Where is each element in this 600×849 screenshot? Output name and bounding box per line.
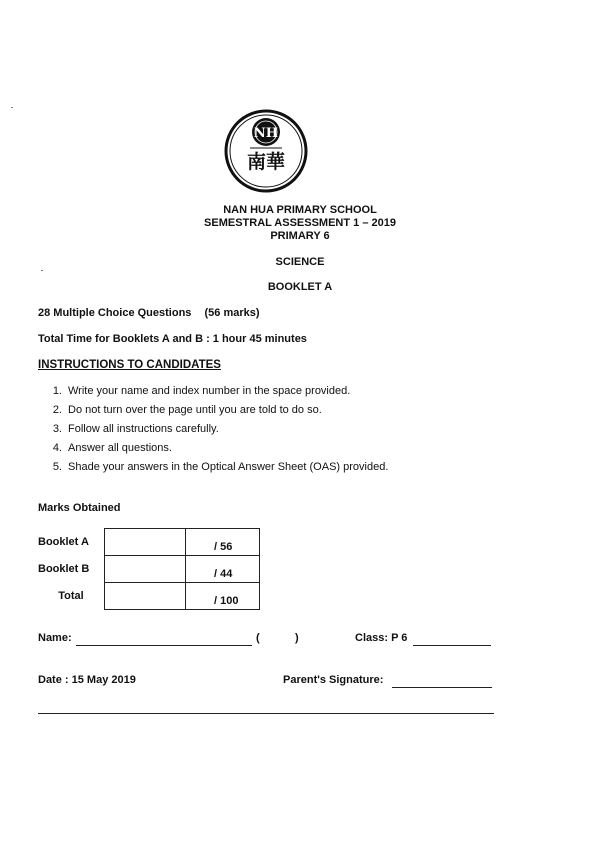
marks-title: Marks Obtained [38, 502, 121, 514]
row-label: Booklet B [38, 563, 90, 575]
school-logo [223, 108, 309, 194]
instruction-item: 5. Shade your answers in the Optical Answer Sheet (OAS) provided. [52, 461, 389, 473]
name-field[interactable] [76, 645, 252, 646]
logo-letters: NH [253, 126, 279, 141]
instruction-item: 1. Write your name and index number in the space provided. [52, 385, 351, 397]
index-paren-close: ) [295, 632, 299, 644]
instructions-title: INSTRUCTIONS TO CANDIDATES [38, 359, 221, 371]
school-name: NAN HUA PRIMARY SCHOOL [223, 204, 377, 216]
question-count [38, 307, 260, 319]
assessment-title: SEMESTRAL ASSESSMENT 1 – 2019 [204, 217, 396, 229]
marks-table [38, 528, 260, 610]
signature-label: Parent's Signature: [283, 674, 384, 686]
table-row [38, 556, 260, 583]
logo-characters: 南華 [246, 151, 286, 173]
score-box[interactable] [105, 583, 186, 610]
signature-field[interactable] [392, 687, 492, 688]
row-label: Booklet A [38, 536, 89, 548]
table-row [38, 583, 260, 610]
score-box[interactable] [105, 529, 186, 556]
class-label: Class: P 6 [355, 632, 408, 644]
instruction-item: 3. Follow all instructions carefully. [52, 423, 219, 435]
scan-speck [41, 270, 43, 271]
questions-text: 28 Multiple Choice Questions [38, 307, 192, 319]
out-of: / 44 [186, 556, 260, 583]
table-row [38, 529, 260, 556]
score-box[interactable] [105, 556, 186, 583]
total-time: Total Time for Booklets A and B : 1 hour 45 minutes [38, 333, 307, 345]
out-of: / 100 [186, 583, 260, 610]
date-text: Date : 15 May 2019 [38, 674, 136, 686]
level: PRIMARY 6 [270, 230, 330, 242]
divider-line [38, 713, 494, 714]
instruction-item: 2. Do not turn over the page until you are told to do so. [52, 404, 322, 416]
name-label: Name: [38, 632, 72, 644]
booklet-label: BOOKLET A [267, 281, 333, 293]
index-number-field[interactable] [266, 632, 294, 646]
instructions-list [40, 385, 560, 485]
instruction-item: 4. Answer all questions. [52, 442, 172, 454]
scan-speck [11, 107, 13, 108]
out-of: / 56 [186, 529, 260, 556]
class-field[interactable] [413, 645, 491, 646]
index-paren-open: ( [256, 632, 260, 644]
marks-text: (56 marks) [204, 307, 260, 319]
subject: SCIENCE [275, 256, 325, 268]
row-label: Total [58, 590, 84, 602]
